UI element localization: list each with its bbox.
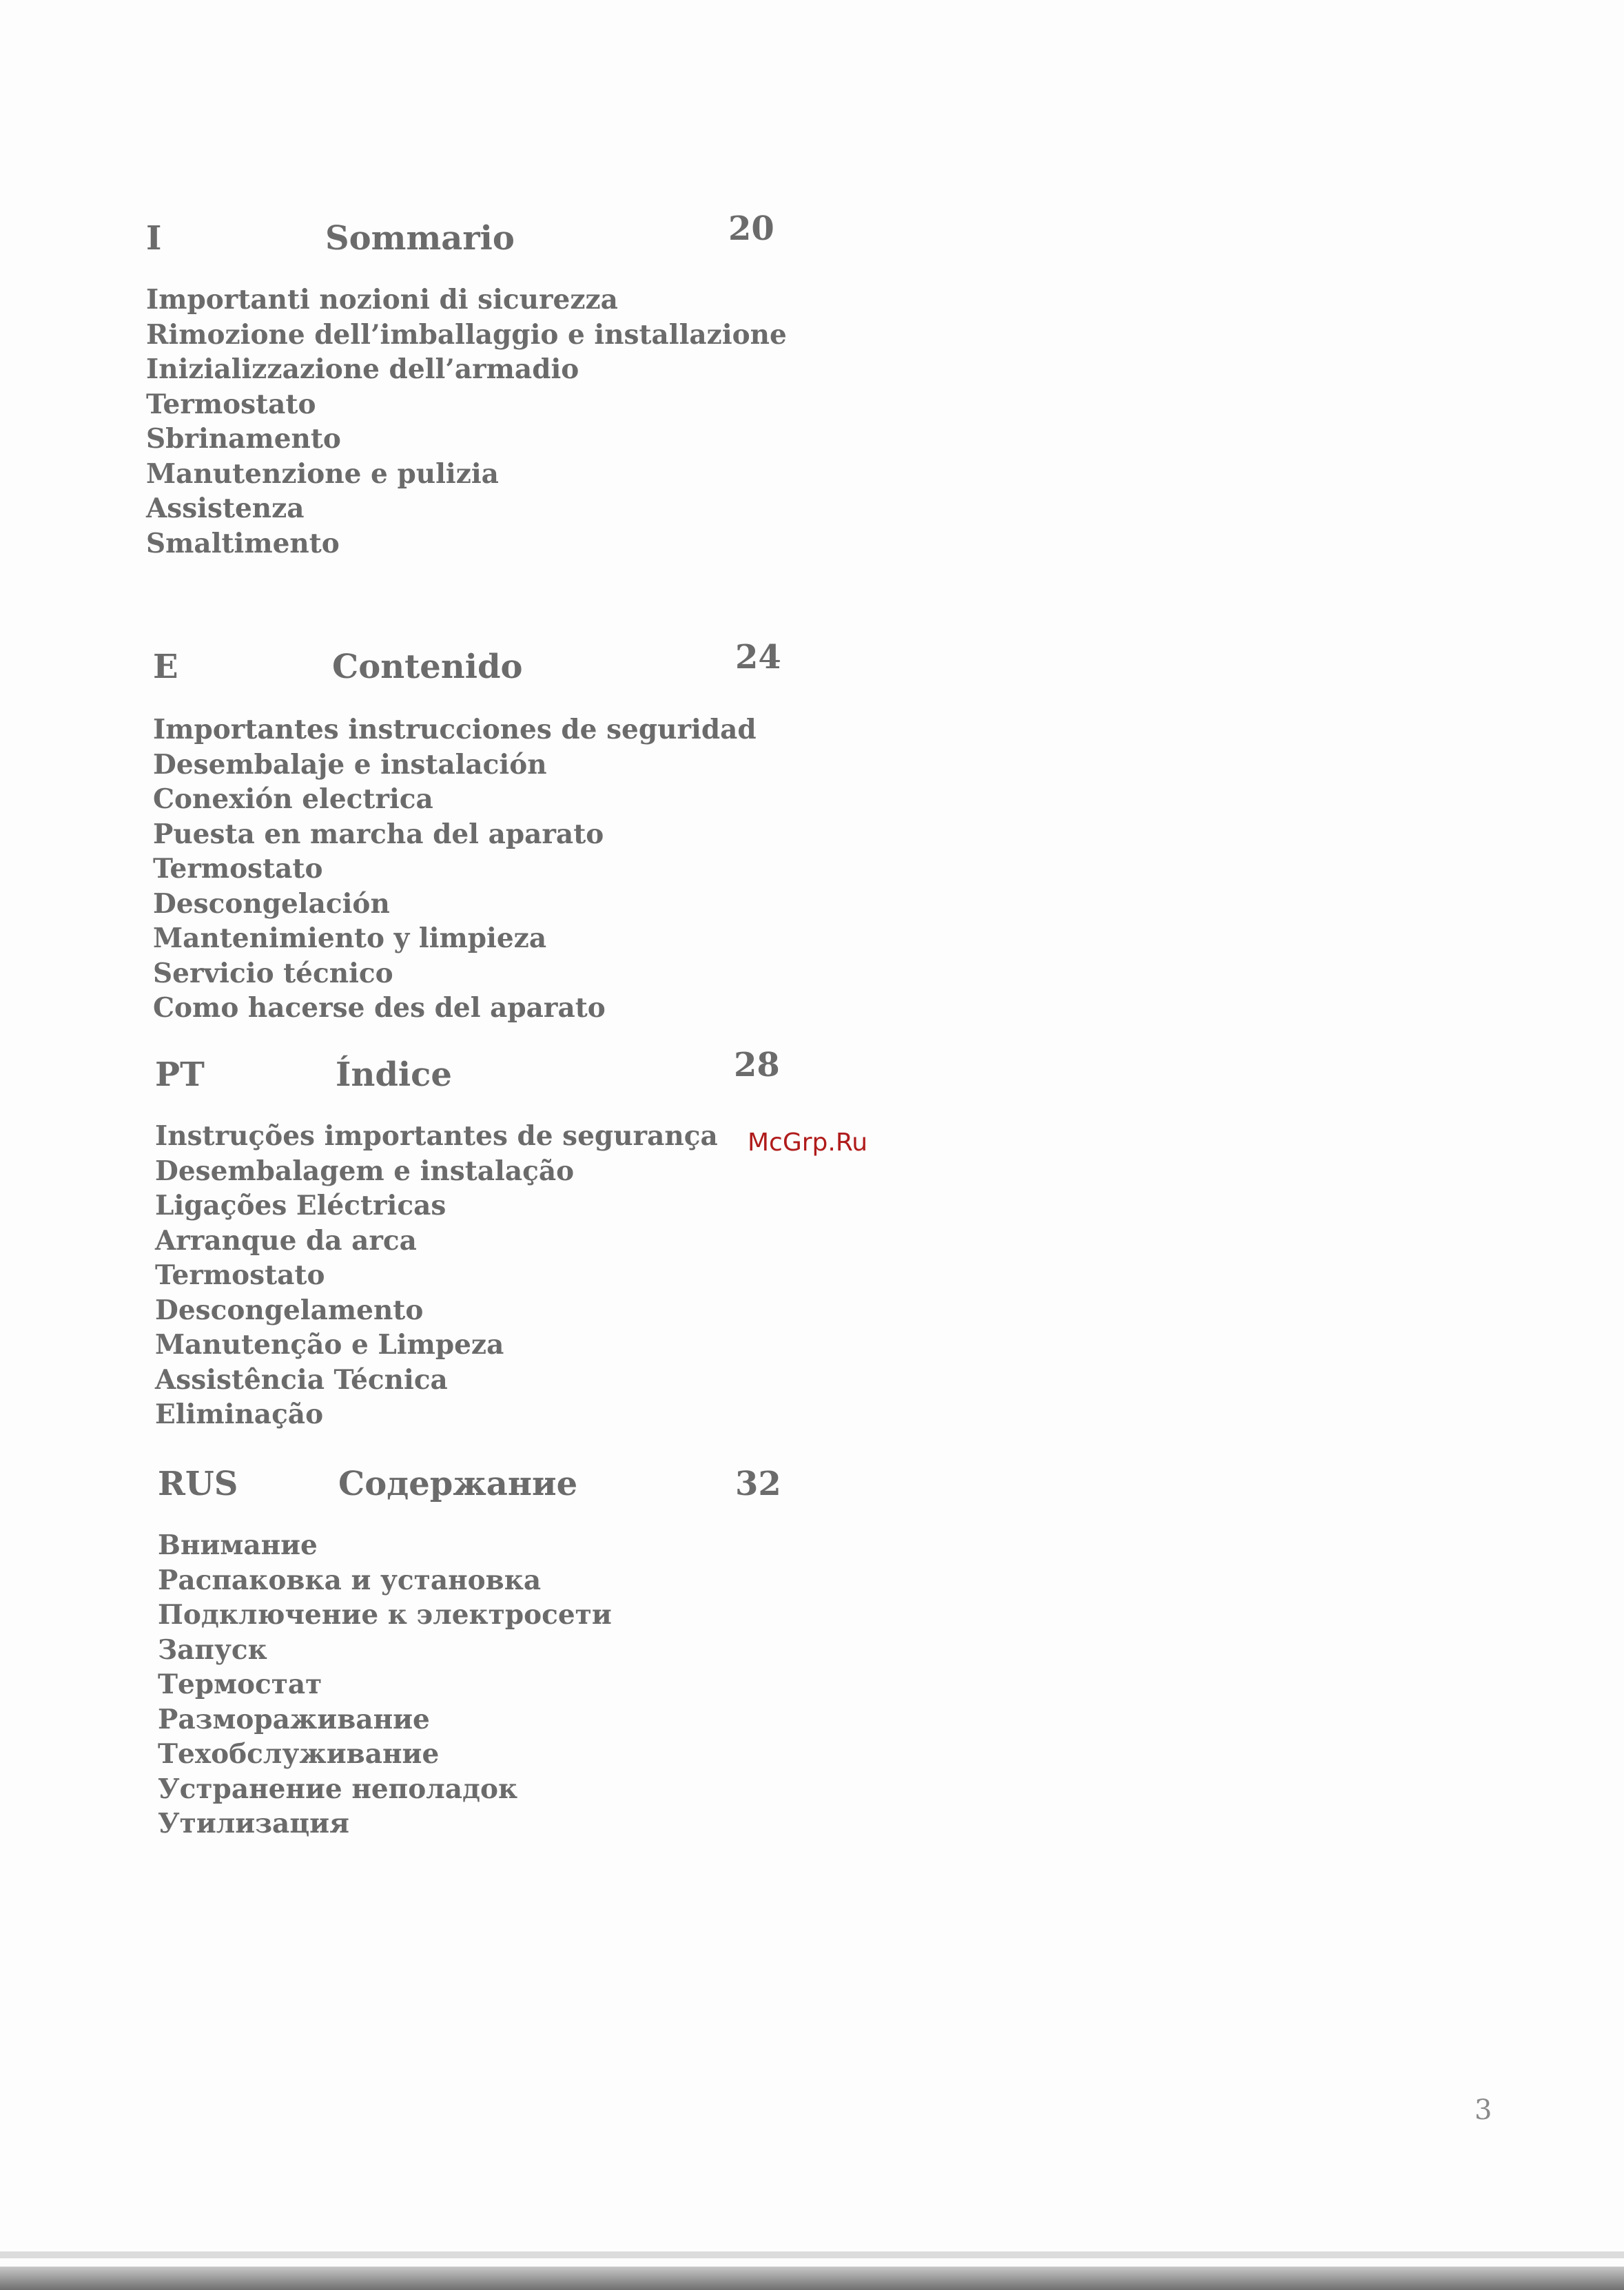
section-title: Índice [336, 1055, 452, 1094]
list-item: Termostato [155, 1259, 325, 1291]
scan-bottom-bar [0, 2267, 1624, 2290]
list-item: Importantes instrucciones de seguridad [153, 714, 757, 745]
list-item: Устранение неполадок [158, 1773, 518, 1805]
list-item: Smaltimento [146, 527, 340, 559]
section-title: Contenido [332, 648, 523, 686]
list-item: Manutenzione e pulizia [146, 457, 499, 490]
section-item-list [146, 282, 787, 561]
list-item: Assistenza [146, 493, 305, 524]
page-number: 3 [1474, 2094, 1492, 2126]
list-item: Arranque da arca [155, 1224, 417, 1257]
list-item: Conexión electrica [153, 783, 433, 815]
list-item: Desembalaje e instalación [153, 748, 547, 781]
list-item: Descongelamento [155, 1294, 424, 1326]
list-item: Размораживание [158, 1703, 430, 1735]
section-page-number: 28 [734, 1046, 780, 1084]
list-item: Запуск [158, 1633, 267, 1666]
list-item: Ligações Eléctricas [155, 1190, 446, 1221]
list-item: Como hacerse des del aparato [153, 992, 606, 1024]
list-item: Подключение к электросети [158, 1599, 612, 1631]
list-item: Desembalagem e instalação [155, 1155, 575, 1187]
list-item: Распаковка и установка [158, 1564, 542, 1596]
section-title: Sommario [325, 219, 515, 258]
list-item: Техобслуживание [158, 1738, 440, 1770]
section-title: Содержание [338, 1465, 578, 1503]
list-item: Servicio técnico [153, 957, 393, 989]
list-item: Termostato [146, 388, 316, 420]
list-item: Sbrinamento [146, 423, 341, 455]
section-page-number: 20 [728, 209, 774, 248]
list-item: Descongelación [153, 887, 390, 920]
list-item: Assistência Técnica [155, 1363, 448, 1396]
list-item: Rimozione dell’imballaggio e installazione [146, 318, 787, 351]
list-item: Instruções importantes de segurança [155, 1120, 718, 1152]
list-item: Importanti nozioni di sicurezza [146, 284, 618, 316]
list-item: Termostato [153, 853, 323, 885]
section-item-list [155, 1119, 718, 1432]
section-item-list [153, 712, 757, 1026]
section-page-number: 24 [735, 638, 781, 677]
section-language-code: E [153, 648, 178, 686]
list-item: Mantenimiento y limpieza [153, 922, 547, 954]
section-language-code: I [146, 219, 162, 258]
list-item: Внимание [158, 1529, 318, 1561]
scan-edge-shadow [0, 2251, 1624, 2258]
list-item: Термостат [158, 1669, 322, 1700]
list-item: Eliminação [155, 1399, 324, 1430]
section-page-number: 32 [735, 1465, 781, 1503]
list-item: Inizializzazione dell’armadio [146, 353, 579, 385]
section-language-code: RUS [158, 1465, 238, 1503]
list-item: Manutenção e Limpeza [155, 1329, 504, 1361]
list-item: Утилизация [158, 1808, 349, 1839]
list-item: Puesta en marcha del aparato [153, 818, 604, 850]
section-language-code: PT [155, 1055, 205, 1094]
section-item-list [158, 1528, 612, 1842]
watermark-text: McGrp.Ru [748, 1128, 868, 1157]
